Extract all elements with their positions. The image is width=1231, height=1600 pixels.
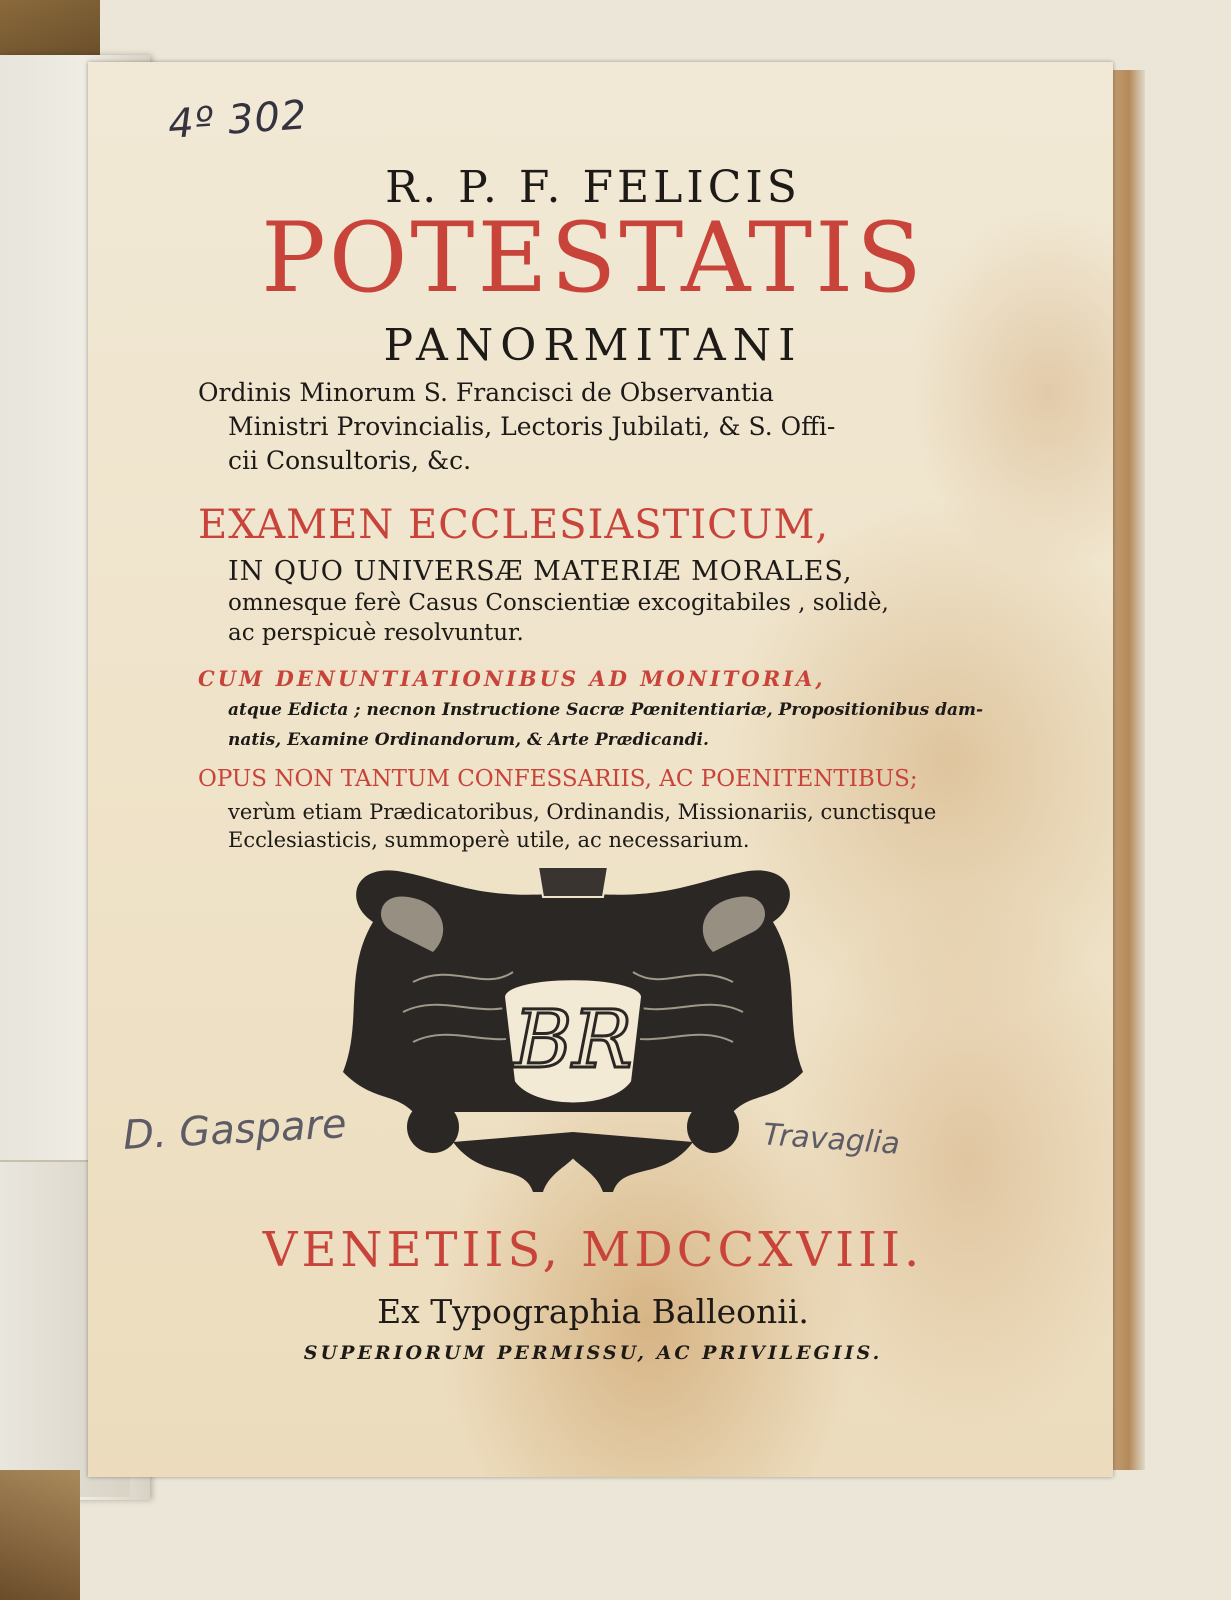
order-line-1: Ordinis Minorum S. Francisci de Observantia — [198, 378, 774, 407]
book-spine-bottom — [0, 1470, 80, 1600]
opus-line-3: Ecclesiasticis, summoperè utile, ac necessarium. — [228, 828, 750, 852]
shelf-mark-handwritten: 4º 302 — [166, 92, 309, 148]
cum-line: CUM DENUNTIATIONIBUS AD MONITORIA, — [198, 666, 826, 691]
handwritten-name-left: D. Gaspare — [121, 1101, 348, 1159]
order-line-2: Ministri Provincialis, Lectoris Jubilati, & S. Offi- — [228, 412, 836, 441]
title-page — [88, 62, 1113, 1477]
order-line-3: cii Consultoris, &c. — [228, 446, 472, 475]
subtitle-line-1: IN QUO UNIVERSÆ MATERIÆ MORALES, — [228, 556, 853, 587]
author-city: PANORMITANI — [383, 320, 803, 371]
author-name: POTESTATIS — [261, 202, 925, 314]
handwritten-name-right: Travaglia — [761, 1117, 902, 1162]
imprint-permission: SUPERIORUM PERMISSU, AC PRIVILEGIIS. — [303, 1342, 883, 1364]
author-prefix: R. P. F. FELICIS — [385, 162, 801, 213]
subtitle-line-2: omnesque ferè Casus Conscientiæ excogitabiles , solidè, — [228, 590, 889, 616]
emblem-monogram: BR — [513, 993, 633, 1086]
work-title: EXAMEN ECCLESIASTICUM, — [198, 502, 830, 548]
opus-line-2: verùm etiam Prædicatoribus, Ordinandis, Missionariis, cunctisque — [228, 800, 937, 824]
subtitle-line-3: ac perspicuè resolvuntur. — [228, 620, 524, 646]
imprint-printer: Ex Typographia Balleonii. — [377, 1292, 809, 1331]
cum-line-2: atque Edicta ; necnon Instructione Sacræ Pœnitentiariæ, Propositionibus dam- — [228, 700, 984, 720]
printers-emblem-woodcut — [333, 862, 813, 1202]
opus-line-1: OPUS NON TANTUM CONFESSARIIS, AC POENITENTIBUS; — [198, 766, 918, 792]
imprint-place-date: VENETIIS, MDCCXVIII. — [262, 1222, 924, 1278]
cum-line-3: natis, Examine Ordinandorum, & Arte Prædicandi. — [228, 730, 709, 750]
